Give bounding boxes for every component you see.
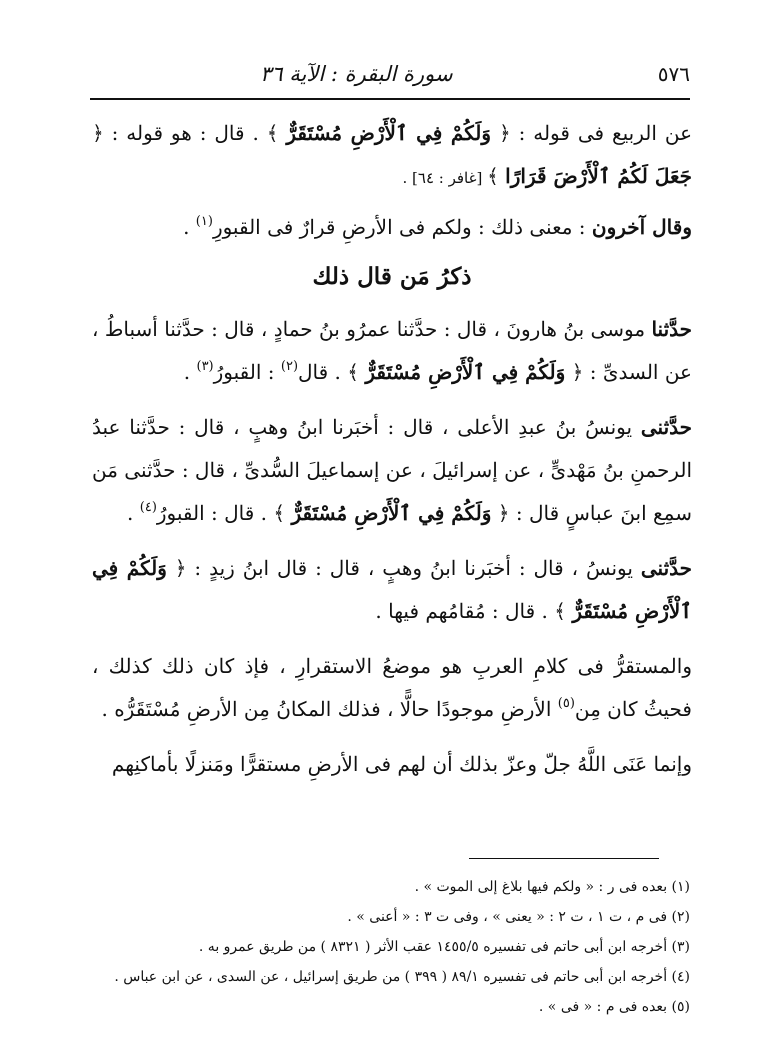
quran-bracket-open: ﴿ [498, 121, 511, 145]
quran-verse: وَلَكُمْ فِي ٱلْأَرْضِ مُسْتَقَرٌّ [92, 556, 692, 623]
footnote-4: (٤) أخرجه ابن أبى حاتم فى تفسيره ٨٩/١ ( ٣٩٩ ) من طريق إسرائيل ، عن السدى ، عن ابن عباس . [114, 969, 690, 985]
footnote-1: (١) بعده فى ر : « ولكم فيها بلاغ إلى الموت » . [414, 879, 690, 895]
footnote-3: (٣) أخرجه ابن أبى حاتم فى تفسيره ١٤٥٥/٥ عقب الأثر ( ٨٣٢١ ) من طريق عمرو به . [198, 939, 690, 955]
paragraph-5: حدَّثنى يونسُ ، قال : أخبَرنا ابنُ وهبٍ ، قال : قال ابنُ زيدٍ : ﴿ وَلَكُمْ فِي ٱلْأَرْضِ مُسْتَقَرٌّ ﴾ . قال : مُقامُهم فيها . [92, 556, 692, 623]
main-text [92, 112, 692, 792]
footnote-2: (٢) فى م ، ت ١ ، ت ٢ : « يعنى » ، وفى ت ٣ : « أعنى » . [347, 909, 690, 925]
paragraph-6: والمستقرُّ فى كلامِ العربِ هو موضعُ الاستقرارِ ، فإذ كان ذلك كذلك ، فحيثُ كان مِن$^{(٥)}$ الأرضِ موجودًا حالًّا ، فذلك المكانُ مِن الأرضِ مُسْتَقَرُّه . [92, 654, 692, 721]
footnote-ref: (١) [195, 214, 213, 229]
lead-word: وقال آخرون [591, 215, 692, 239]
paragraph-1: عن الربيع فى قوله : ﴿ وَلَكُمْ فِي ٱلْأَرْضِ مُسْتَقَرٌّ ﴾ . قال : هو قوله : ﴿ جَعَلَ لَكُمُ ٱلْأَرْضَ قَرَارًا ﴾ [غافر : ٦٤] . [92, 121, 693, 188]
footnote-ref: (٤) [139, 500, 157, 515]
paragraph-3: حدَّثنا موسى بنُ هارونَ ، قال : حدَّثنا عمرُو بنُ حمادٍ ، قال : حدَّثنا أسباطُ ، عن السدىِّ : ﴿ وَلَكُمْ فِي ٱلْأَرْضِ مُسْتَقَرٌّ ﴾ . قال$^{(٢)}$ : القبورُ$^{(٣)}$ . [92, 317, 692, 384]
quran-bracket-open: ﴿ [92, 121, 104, 145]
quran-bracket-close: ﴾ [266, 121, 279, 145]
lead-word: حدَّثنا [651, 317, 692, 341]
running-header [90, 50, 690, 90]
paragraph-2: وقال آخرون : معنى ذلك : ولكم فى الأرضِ قرارٌ فى القبورِ$^{(١)}$ . [183, 214, 692, 239]
footnote-ref: (٥) [557, 696, 575, 711]
section-heading: ذكرُ مَن قال ذلك [312, 263, 472, 290]
quran-bracket-close: ﴾ [347, 360, 359, 384]
footnotes [100, 872, 690, 1022]
lead-word: حدَّثنى [640, 556, 692, 580]
footnote-rule [469, 858, 659, 859]
quran-verse: وَلَكُمْ فِي ٱلْأَرْضِ مُسْتَقَرٌّ [365, 360, 566, 384]
quran-verse: وَلَكُمْ فِي ٱلْأَرْضِ مُسْتَقَرٌّ [291, 501, 492, 525]
quran-bracket-open: ﴿ [497, 501, 510, 525]
quran-verse: جَعَلَ لَكُمُ ٱلْأَرْضَ قَرَارًا [505, 164, 692, 188]
quran-bracket-close: ﴾ [273, 501, 286, 525]
verse-reference: [غافر : ٦٤] . [402, 169, 488, 187]
quran-bracket-open: ﴿ [571, 360, 584, 384]
quran-bracket-close: ﴾ [554, 599, 566, 623]
footnote-ref: (٣) [196, 359, 214, 374]
footnote-5: (٥) بعده فى م : « فى » . [538, 999, 690, 1015]
paragraph-4: حدَّثنى يونسُ بنُ عبدِ الأعلى ، قال : أخبَرنا ابنُ وهبٍ ، قال : حدَّثنا عبدُ الرحمنِ بنُ مَهْدىٍّ ، عن إسرائيلَ ، عن إسماعيلَ السُّدىِّ ، قال : حدَّثنى مَن سمِع ابنَ عباسٍ قال : ﴿ وَلَكُمْ فِي ٱلْأَرْضِ مُسْتَقَرٌّ ﴾ . قال : القبورُ$^{(٤)}$ . [92, 415, 692, 525]
header-rule [90, 98, 690, 100]
page-number: ٥٧٦ [657, 62, 690, 86]
quran-bracket-open: ﴿ [174, 556, 187, 580]
quran-bracket-close: ﴾ [487, 164, 499, 188]
paragraph-7: وإنما عَنَى اللَّهُ جلّ وعزّ بذلك أن لهم فى الأرضِ مستقرًّا ومَنزلًا بأماكنِهم [111, 752, 692, 776]
sura-title: سورة البقرة : الآية ٣٦ [260, 62, 453, 86]
quran-verse: وَلَكُمْ فِي ٱلْأَرْضِ مُسْتَقَرٌّ [286, 121, 492, 145]
footnote-ref: (٢) [280, 359, 299, 374]
lead-word: حدَّثنى [640, 415, 692, 439]
